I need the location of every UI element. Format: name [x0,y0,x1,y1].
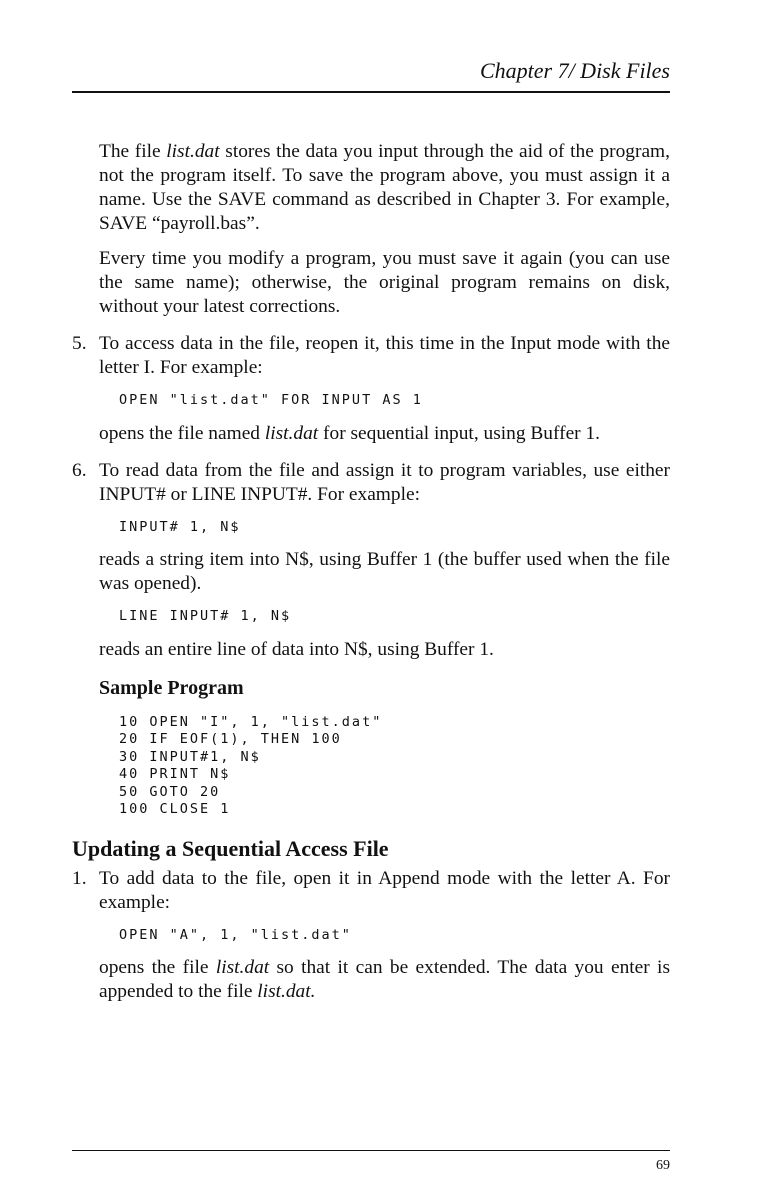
code-line-input: LINE INPUT# 1, N$ [119,608,292,624]
sample-program-code [119,714,670,819]
code-input: INPUT# 1, N$ [119,518,241,535]
section-heading: Updating a Sequential Access File [72,835,389,861]
step-explanation: reads an entire line of data into N$, using Buffer 1. [99,638,494,660]
step-number: 5. [72,333,87,354]
step-number: 1. [72,867,87,889]
footer-rule [72,1150,670,1151]
step-number: 6. [72,459,87,481]
header-rule [72,91,670,93]
step-text: To read data from the file and assign it to program variables, use either INPUT# or LINE INPUT#. For example: [99,459,670,505]
step-explanation: opens the file list.dat so that it can be extended. The data you enter is appended to the file list.dat. [99,957,670,1002]
paragraph-list-dat: The file list.dat stores the data you input through the aid of the program, not the program itself. To save the program above, you must assign it a name. Use the SAVE command as described in Chapter 3. For example, SAVE “payroll.bas”. [99,141,670,234]
code-line: 20 IF EOF(1), THEN 100 [119,731,342,747]
code-line: 100 CLOSE 1 [119,801,231,817]
code-line: 40 PRINT N$ [119,766,231,782]
step-1 [72,867,670,1005]
page-content [72,140,670,1004]
page-number: 69 [656,1158,670,1173]
step-6 [72,459,670,662]
code-line: 30 INPUT#1, N$ [119,748,261,765]
sample-program-heading: Sample Program [99,676,244,699]
running-header: Chapter 7/ Disk Files [479,58,670,83]
code-line: 10 OPEN "I", 1, "list.dat" [119,713,383,730]
code-open-append: OPEN "A", 1, "list.dat" [119,926,352,943]
paragraph-modify-program: Every time you modify a program, you must save it again (you can use the same name); otherwise, the original program remains on disk, without your latest corrections. [99,248,670,317]
code-line: 50 GOTO 20 [119,783,221,800]
step-5 [72,332,670,446]
step-explanation: opens the file named list.dat for sequential input, using Buffer 1. [99,422,601,444]
code-open-input: OPEN "list.dat" FOR INPUT AS 1 [119,392,423,408]
step-text: To access data in the file, reopen it, this time in the Input mode with the letter I. For example: [99,333,670,378]
step-text: To add data to the file, open it in Append mode with the letter A. For example: [99,867,670,913]
step-explanation: reads a string item into N$, using Buffer 1 (the buffer used when the file was opened). [99,549,670,594]
